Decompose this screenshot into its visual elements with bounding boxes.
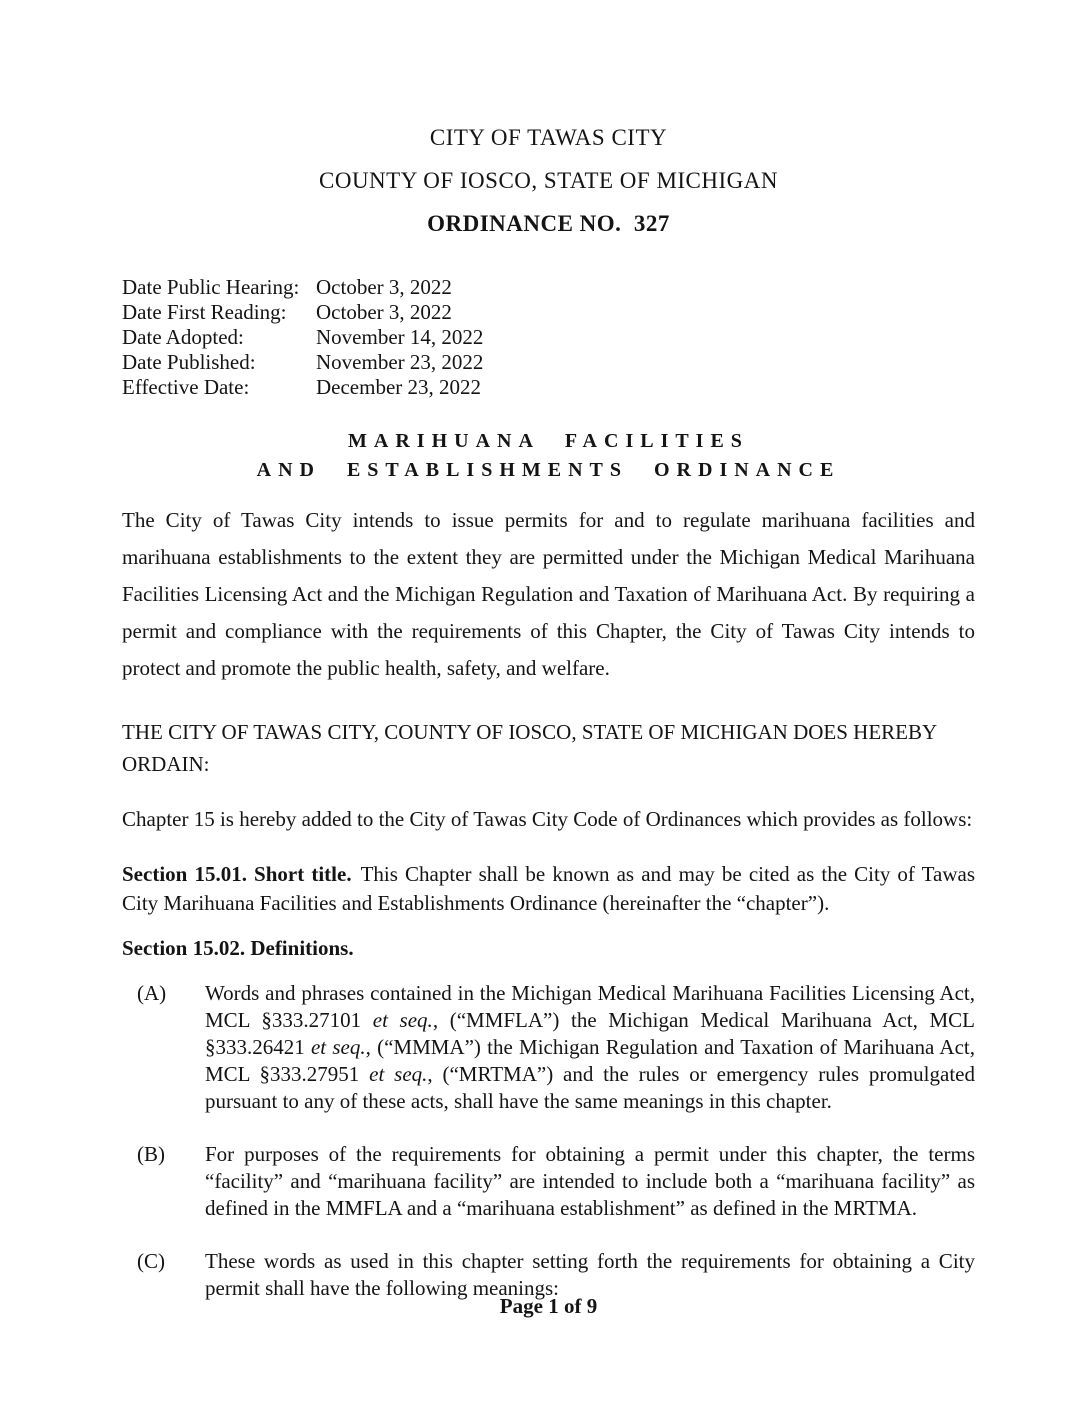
definition-item-text: These words as used in this chapter setting forth the requirements for obtaining a City permit shall have the following meanings: (205, 1249, 975, 1300)
date-row-value: November 14, 2022 (316, 325, 484, 349)
ordain-clause: THE CITY OF TAWAS CITY, COUNTY OF IOSCO, STATE OF MICHIGAN DOES HEREBY ORDAIN: (122, 720, 937, 776)
date-row (122, 300, 975, 325)
ordinance-title-line2: AND ESTABLISHMENTS ORDINANCE (256, 459, 841, 481)
date-row-label: Date Public Hearing: (122, 275, 300, 299)
date-row (122, 350, 975, 375)
header-county-state-line: COUNTY OF IOSCO, STATE OF MICHIGAN (319, 168, 778, 193)
date-row-label: Date Published: (122, 350, 256, 374)
date-row-value: December 23, 2022 (316, 375, 482, 399)
section-15-01-paragraph (122, 860, 975, 918)
ordinance-title (122, 427, 975, 485)
document-header (122, 126, 975, 236)
definition-item-text: Words and phrases contained in the Michigan Medical Marihuana Facilities Licensing Act, MCL §333.27101 et seq., (“MMFLA”) the Michigan Medical Marihuana Act, MCL §333.26421 et seq., (“MMMA”) the Michigan Regulation and Taxation of Marihuana Act, MCL §333.27951 et seq., (“MRTMA”) and the rules or emergency rules promulgated pursuant to any of these acts, shall have the same meanings in this chapter. (205, 981, 976, 1113)
definition-item-label: (B) (137, 1142, 165, 1166)
definition-item (137, 1141, 975, 1222)
definition-item-text: For purposes of the requirements for obtaining a permit under this chapter, the terms “facility” and “marihuana facility” are intended to include both a “marihuana facility” as defined in the MMFLA and a “marihuana establishment” as defined in the MRTMA. (205, 1142, 975, 1220)
date-row (122, 375, 975, 400)
date-row-label: Date Adopted: (122, 325, 244, 349)
date-row-label: Date First Reading: (122, 300, 287, 324)
dates-block (122, 275, 975, 400)
section-15-02-heading: Section 15.02. Definitions. (122, 936, 354, 960)
date-row-value: November 23, 2022 (316, 350, 484, 374)
date-row (122, 275, 975, 300)
ordinance-title-line1: MARIHUANA FACILITIES (348, 430, 749, 452)
header-city-line: CITY OF TAWAS CITY (429, 125, 668, 150)
definition-item-label: (C) (137, 1249, 165, 1273)
header-ordinance-number: ORDINANCE NO. 327 (427, 211, 670, 236)
date-row-value: October 3, 2022 (316, 300, 452, 324)
page-number-footer: Page 1 of 9 (499, 1294, 598, 1318)
date-row-value: October 3, 2022 (316, 275, 452, 299)
definition-item (137, 980, 975, 1115)
definition-item-label: (A) (137, 981, 167, 1005)
date-row-label: Effective Date: (122, 375, 250, 399)
definitions-list (122, 980, 975, 1302)
intro-paragraph: The City of Tawas City intends to issue permits for and to regulate marihuana facilities and marihuana establishments to the extent they are permitted under the Michigan Medical Marihuana Facilities Licensing Act and the Michigan Regulation and Taxation of Marihuana Act. By requiring a permit and compliance with the requirements of this Chapter, the City of Tawas City intends to protect and promote the public health, safety, and welfare. (122, 508, 975, 680)
section-15-01-heading: Section 15.01. Short title. (122, 862, 352, 886)
section-15-01-body: This Chapter shall be known as and may be cited as the City of Tawas City Marihuana Facilities and Establishments Ordinance (hereinafter the “chapter”). (122, 862, 975, 915)
chapter-added-clause: Chapter 15 is hereby added to the City of Tawas City Code of Ordinances which provides as follows: (122, 807, 973, 831)
date-row (122, 325, 975, 350)
